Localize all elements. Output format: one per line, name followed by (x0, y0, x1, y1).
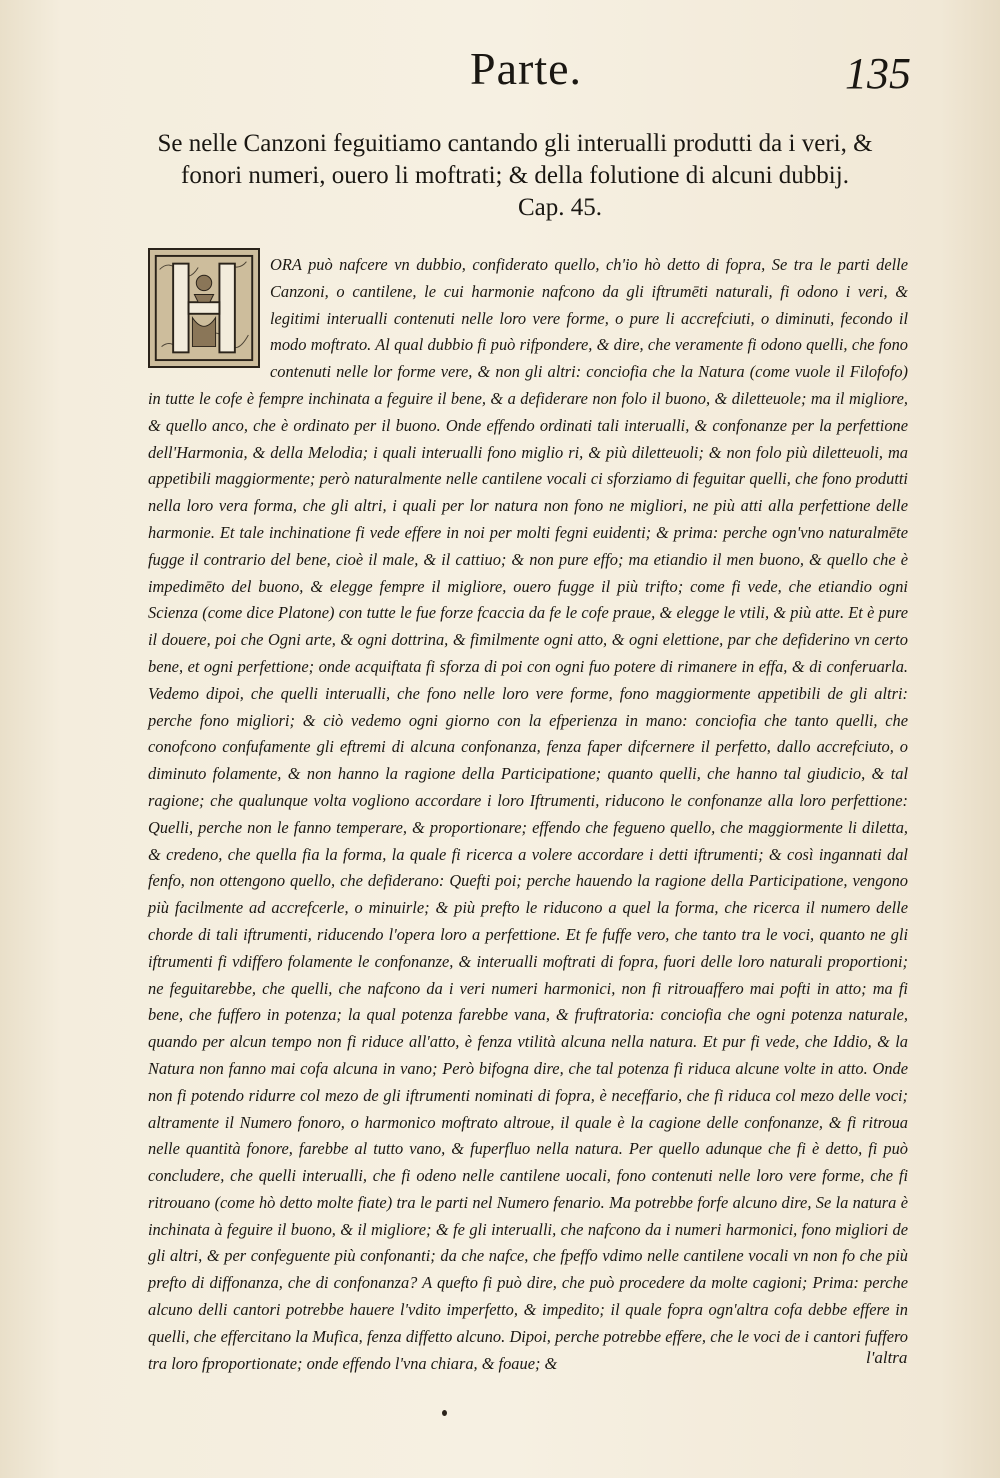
page-number: 135 (845, 49, 911, 98)
running-title: Parte. (470, 43, 583, 94)
page-mark (442, 1410, 447, 1416)
page-header (0, 42, 1000, 112)
catchword: l'altra (866, 1348, 908, 1367)
chapter-title-text: Se nelle Canzoni feguitiamo cantando gli interualli produtti da i veri, & fonori numeri, ouero li moftrati; & della folutione di alcuni dubbij. (157, 130, 873, 189)
body-paragraph: ORA può nafcere vn dubbio, confiderato quello, ch'io hò detto di fopra, Se tra le parti delle Canzoni, o cantilene, le cui harmonie nafcono da gli iftrumēti naturali, fi odono i veri, & legitimi interualli contenuti nelle loro vere forme, o pure li accrefciuti, o diminuti, fecondo il modo moftrato. Al qual dubbio fi può rifpondere, & dire, che veramente fi odono quelli, che fono contenuti nelle lor forme vere, & non gli altri: conciofia che la Natura (come vuole il Filofofo) in tutte le cofe è fempre inchinata a feguire il bene, & a defiderare non folo il buono, & diletteuole; ma il migliore, & quello anco, che è ordinato per il buono. Onde effendo ordinati tali interualli, & confonanze per la perfettione dell'Harmonia, & della Melodia; i quali interualli fono miglio ri, & più diletteuoli; & non folo più diletteuoli, ma appetibili maggiormente; però naturalmente nelle cantilene vocali ci sforziamo di feguitar quelli, che fono produtti nella loro vera forma, che gli altri, i quali per lor natura non fono ne migliori, ne più atti alla perfettione delle harmonie. Et tale inchinatione fi vede effere in noi per molti fegni euidenti; & prima: perche ogn'vno naturalmēte fugge il contrario del bene, cioè il male, & il cattiuo; & non pure effo; ma etiandio il men buono, & quello che è impedimēto del buono, & elegge fempre il migliore, ouero fugge il più trifto; come fi vede, che etiandio ogni Scienza (come dice Platone) con tutte le fue forze fcaccia da fe le cofe praue, & elegge le vtili, & più atte. Et è pure il douere, poi che Ogni arte, & ogni dottrina, & fimilmente ogni atto, & ogni elettione, par che defiderino vn certo bene, et ogni perfettione; onde acquiftata fi sforza di poi con ogni fuo potere di rimanere in effa, & di conferuarla. Vedemo dipoi, che quelli interualli, che fono nelle loro vere forme, fono maggiormente appetibili de gli altri: perche fono migliori; & ciò vedemo ogni giorno con la efperienza in mano: conciofia che tanto quelli, che conofcono confufamente gli eftremi di alcuna confonanza, fenza faper difcernere il perfetto, dallo accrefciuto, o diminuto folamente, & non hanno la ragione della Participatione; quanto quelli, che hanno tal giudicio, & tal ragione; che qualunque volta vogliono accordare i loro Iftrumenti, riducono le confonanze alla loro perfettione: Quelli, perche non le fanno temperare, & proportionare; effendo che fegueno quello, che maggiormente li diletta, & credeno, che quella fia la forma, la quale fi ricerca a volere accordare i detti iftrumenti; & così ingannati dal fenfo, non ottengono quello, che defiderano: Quefti poi; perche hauendo la ragione della Participatione, vengono più facilmente ad accrefcerle, o minuirle; & più prefto le riducono a quel la forma, che ricerca il numero delle chorde di tali iftrumenti, riducendo l'opera loro a perfettione. Et fe fuffe vero, che tanto tra le voci, quanto ne gli iftrumenti fi vdiffero folamente le confonanze, & interualli moftrati di fopra, fuori delle loro naturali proportioni; ne feguitarebbe, che quelli, che nafcono da i veri numeri harmonici, non fi ritrouaffero mai pofti in atto; ma fi bene, che fuffero in potenza; la qual potenza farebbe vana, & fruftratoria: conciofia che ogni potenza naturale, quando per alcun tempo non fi riduce all'atto, è fenza vtilità alcuna nella natura. Et pur fi vede, che Iddio, & la Natura non fanno mai cofa alcuna in vano; Però bifogna dire, che tal potenza fi riduca alcune volte in atto. Onde non fi potendo ridurre col mezo de gli iftrumenti nominati di fopra, è neceffario, che fi riduca col mezo delle voci; altramente il Numero fonoro, o harmonico moftrato altroue, il quale è la cagione delle confonanze, & fi ritroua nelle quantità fonore, farebbe al tutto vano, & fuperfluo nella natura. Per quello adunque che fi è detto, fi può concludere, che quelli interualli, che fi odeno nelle cantilene uocali, fono contenuti nelle loro vere forme, che fi ritrouano (come hò detto molte fiate) tra le parti nel Numero fenario. Ma potrebbe forfe alcuno dire, Se la natura è inchinata à feguire il buono, & il migliore; & fe gli interualli, che nafcono da i numeri harmonici, fono migliori de gli altri, & per confeguente più confonanti; da che nafce, che fpeffo vdimo nelle cantilene vocali vn non fo che più prefto di diffonanza, che di confonanza? A quefto fi può dire, che può procedere da molte cagioni; Prima: perche alcuno delli cantori potrebbe hauere l'vdito imperfetto, & impedito; il quale fopra ogn'altra cofa debbe effere in quelli, che effercitano la Mufica, fenza diffetto alcuno. Dipoi, perche potrebbe effere, che le voci de i cantori fuffero tra loro fproportionate; onde effendo l'vna chiara, & foaue; & (148, 255, 908, 1373)
chapter-heading (150, 128, 880, 224)
main-text-block (148, 252, 908, 1377)
chapter-number: Cap. 45. (517, 194, 603, 221)
